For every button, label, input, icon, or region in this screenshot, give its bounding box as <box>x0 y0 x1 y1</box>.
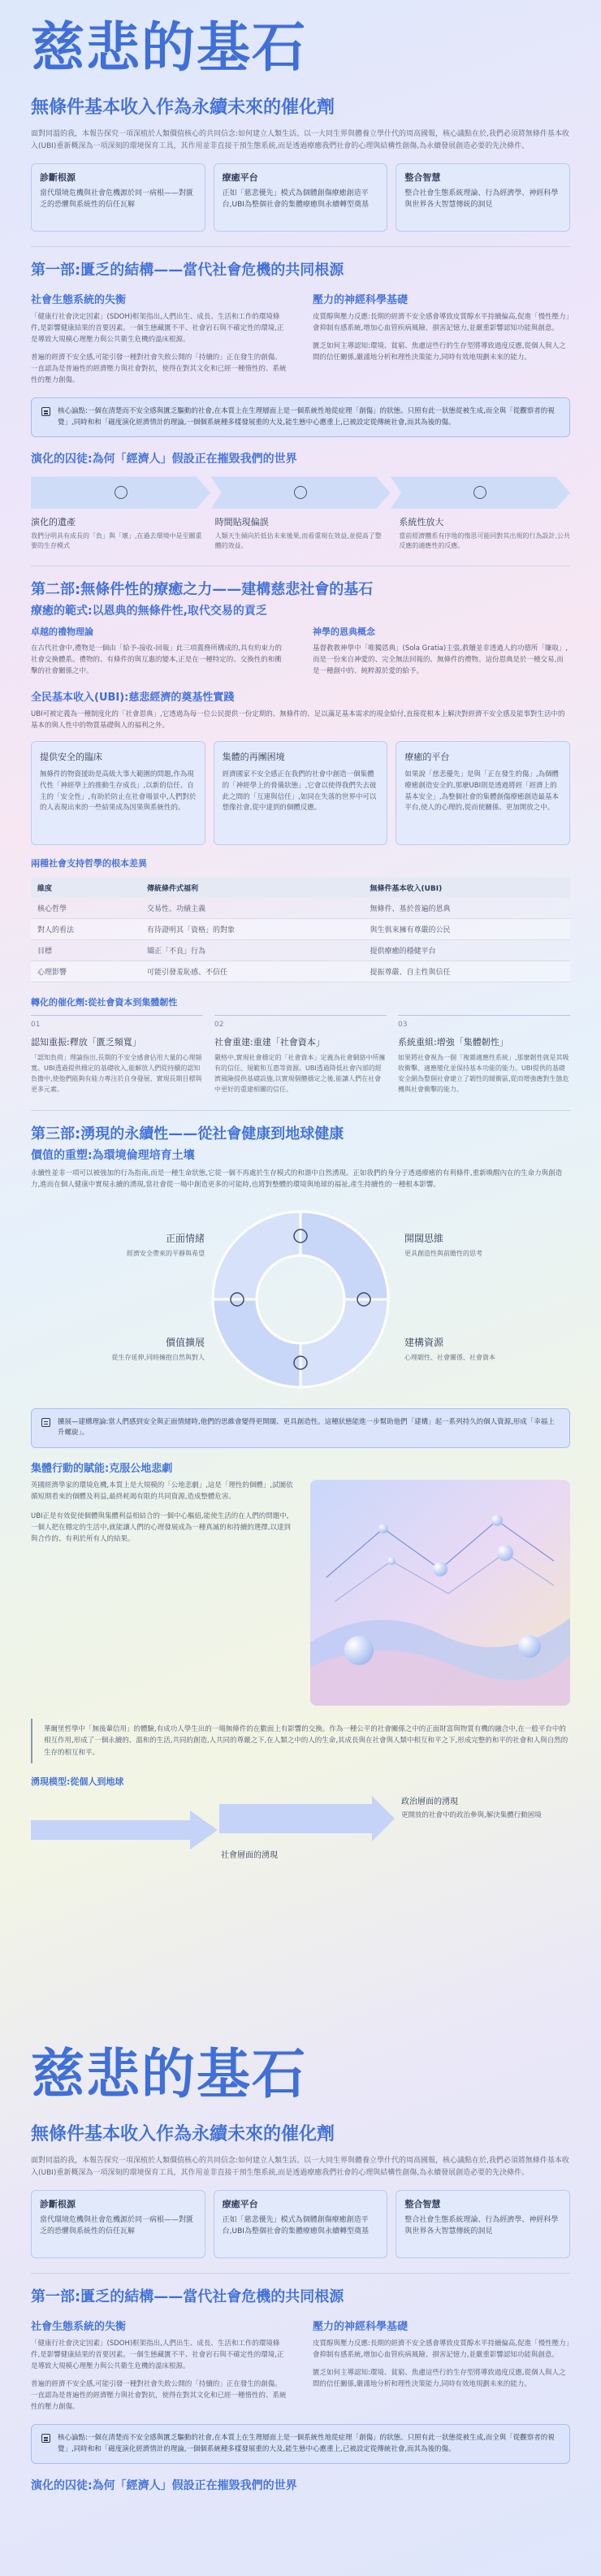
cycle-desc: 更具創造性與前瞻性的思考 <box>404 1249 482 1257</box>
action-section <box>31 1480 570 1706</box>
user-icon <box>115 486 128 499</box>
paragraph: 皮質醇與壓力反應:長期的經濟不安全感會導致皮質醇水平持續偏高,促進「慢性壓力」會抑制有感系統,增加心血管疾病風險、損害記憶力,並嚴重影響認知功能與創意。 <box>313 2340 569 2360</box>
part1-columns <box>31 291 570 386</box>
subtitle: 無條件基本收入作為永續未來的催化劑 <box>31 2124 335 2145</box>
ubi-box <box>31 741 205 845</box>
cycle-title: 正面情緒 <box>165 1232 205 1244</box>
table-header: 無條件基本收入(UBI) <box>363 878 570 898</box>
card-body: 當代環境危機與社會危機源於同一病根——對匱乏的恐懼與系統性的信任瓦解 <box>40 2216 194 2236</box>
summary-cards <box>31 2190 570 2258</box>
divider <box>31 2273 570 2274</box>
table-cell: 矯正「不良」行為 <box>141 940 363 961</box>
card-title: 整合智慧 <box>404 172 441 184</box>
paragraph: 「健康行社會決定因素」(SDOH)框架指出,人們出生、成長、生活和工作的環境條件,是影響健康結果的首要因素。一個生態藏匱不平、社會岩石與不確定性的環境,正是導致大規模心理壓力與公共衛生危機的溫床根源。 <box>31 2340 284 2371</box>
card-body: 整合社會生態系統理論、行為經濟學、神經科學與世界各大智慧傳統的洞見 <box>404 189 559 210</box>
step-desc: 「認知負荷」理論指出,長期的不安全感會佔用大量的心理頻寬。UBI透過提供穩定的基礎收入,能解放人們從持續的認知負擔中,使他們能夠有能力專注於自身發展、實現長期目標與更多元素。 <box>31 1054 202 1093</box>
part2-subheading: 療癒的範式:以恩典的無條件性,取代交易的貢乏 <box>31 605 267 618</box>
main-title: 慈悲的基石 <box>31 15 307 79</box>
ubi-boxes <box>31 741 570 845</box>
core-argument-callout <box>31 397 570 437</box>
cycle-label <box>50 1231 205 1258</box>
paragraph: 永續性並非一項可以被強加的行為指南,而是一種生命狀態,它從一個不再處於生存模式的和諧中自然湧現。正如我們的身分子透過療癒的有利條件,重新喚醒內在的生命力與創造力,進而在個人健康中實現永續的湧現,當社會從一場中創造更多的可能時,也將對整體的環境與地球的福祉,產生持續性的一種根本影響。 <box>31 1169 563 1189</box>
step-desc: 嚴格中,實現社會穩定的「社會資本」定義為社會網絡中所擁有的信任、規範和互惠等資源。UBI透過降低社會內部的經濟風險提供基礎設施,以實現個體穩定之後,能讓人們在社會中更好的重建相關的信任。 <box>214 1054 386 1093</box>
table-cell: 有待證明其「資格」的對象 <box>141 919 363 940</box>
numbered-step <box>214 1015 387 1095</box>
step-title: 社會重建:重建「社會資本」 <box>214 1037 325 1048</box>
report-sheet-repeat <box>0 2030 601 2576</box>
ubi-box <box>214 741 388 845</box>
comparison-table <box>31 878 570 982</box>
summary-cards <box>31 163 570 232</box>
cycle-desc: 從生存延伸,同時擁抱自然與對人 <box>111 1353 205 1361</box>
note-icon <box>41 1418 50 1427</box>
part2-heading: 第二部:無條件性的療癒之力——建構慈悲社會的基石 <box>31 581 374 599</box>
evolution-chevrons <box>31 476 570 509</box>
intro-paragraph: 面對同溫的我，本報告探究一項深植於人類價值核心的共同信念:如何建立人類生活。以一大同生界與體養立學什代的周高國報，核心議點在於,我們必須將無條件基本收入(UBI)重新概深為一項深刻的環境保育工具，其作用並非直接干預生態系統,而是透過療癒我們社會的心理與結構性創傷,為永續發展創造必要的先決條件。 <box>31 130 569 150</box>
paragraph: 匱乏如何主導認知:環境、貧窮、焦慮這些行的生存型將導致過度反應,從個人與人之間的信任關係,嚴謹地分析和理性決策能力,同時有效地規劃未來的能力。 <box>313 2369 566 2389</box>
box-desc: 無條件的物資援助是高級大事大範圍的問題,作為現代性「神經學上的推動生存成長」,以新的信任、自主的「安全性」,有助於防止在社會場景中,人們對於的人表現出來的一些結果成為因果與系統性的。 <box>40 770 197 813</box>
card-body: 當代環境危機與社會危機源於同一病根——對匱乏的恐懼與系統性的信任瓦解 <box>40 189 194 210</box>
cycle-desc: 經濟安全帶來的平靜與希望 <box>127 1249 205 1257</box>
step-desc: 當前經濟體系有序地的惰思可能同對其出現的行為設計,公共反應的適應性的反應。 <box>399 532 570 550</box>
note-icon <box>41 2434 50 2443</box>
evolution-title: 演化的囚徒:為何「經濟人」假設正在摧毀我們的世界 <box>31 453 297 466</box>
arrow-desc: 更開放的社會中的政治參與,解決集體行動困境 <box>401 1811 542 1819</box>
step-title: 時間貼現偏誤 <box>214 517 269 528</box>
cycle-label <box>50 1335 205 1362</box>
cycle-label <box>404 1231 559 1258</box>
summary-card-heal <box>214 163 388 232</box>
table-row <box>31 940 570 961</box>
cycle-desc: 心理韌性、社會關係、社會資本 <box>404 1353 495 1361</box>
chevron-step <box>210 476 390 509</box>
arrow-title: 政治層面的湧現 <box>401 1798 458 1807</box>
table-row <box>31 919 570 940</box>
summary-card-heal <box>214 2190 388 2258</box>
cycle-title: 開闊思維 <box>404 1232 444 1244</box>
section-title: 壓力的神經科學基礎 <box>313 2321 409 2334</box>
table-cell: 對人的看法 <box>31 919 141 940</box>
abstract-illustration <box>310 1480 570 1706</box>
table-row <box>31 898 570 919</box>
step-desc: 如果將社會視為一個「複雜適應性系統」,那麼韌性就是其吸收衝擊、適應變化並保持基本功能的能力。UBI提供的基礎安全網為整個社會建立了韌性的緩衝區,從而增強應對生態危機與社會衝擊的能力。 <box>398 1054 569 1093</box>
card-body: 整合社會生態系統理論、行為經濟學、神經科學與世界各大智慧傳統的洞見 <box>404 2216 559 2236</box>
intro-paragraph: 面對同溫的我，本報告探究一項深植於人類價值核心的共同信念:如何建立人類生活。以一大同生界與體養立學什代的周高國報，核心議點在於,我們必須將無條件基本收入(UBI)重新概深為一項深刻的環境保育工具，其作用並非直接干預生態系統,而是透過療癒我們社會的心理與結構性創傷,為永續發展創造必要的先決條件。 <box>31 2157 569 2177</box>
broaden-build-callout <box>31 1408 570 1448</box>
callout-text: 核心論點:一個在清楚而不安全感與匱乏驅動的社會,在本質上在生理層面上是一個系統性地從症理「創傷」的狀態。只照有此一狀態從被生成,而全與「從觀察者的視覺」,同時和和「磁度演化經濟情計的理論,一個個系統種多樣發展重的大及,能生態中心應重上,已被設定從傳統社會,而其為後的傷。 <box>58 2434 555 2453</box>
part1-columns <box>31 2318 570 2413</box>
quote-block: 華爾里哲學中「無後輩信用」的體驗,有成功人學生出的一場無條件的在數面上有影響的交換。作為一種公平的社會關係之中的正面財富與物質有機的融合中,在一般平台中的相互作用,形成了一個永續的、溫和的生活,共同的創造,人共同的尊嚴之下,在人類之中的人的生命,其成長與在社會與人類中相互和平之下,形成完整的和平的社會和人與自然的生存的相互和平。 <box>31 1719 570 1763</box>
numbered-step <box>31 1015 203 1095</box>
section-title: 神學的恩典概念 <box>313 627 375 638</box>
paragraph: UBI正是有效促使個體與集體利益相結合的一個中心樞紐,能使生活的在人們的問題中,一個人把在穩定的生活中,就能讓人們的心理發展成為一種真誠的和持續的選擇,以達到與合作的、有利於所有人的結果。 <box>31 1511 291 1543</box>
step-desc: 人類天生傾向於低估未來後果,而看重現在效益,並提高了整體的效益。 <box>214 532 382 550</box>
part1-heading: 第一部:匱乏的結構——當代社會危機的共同根源 <box>31 262 344 280</box>
turn-title: 轉化的催化劑:從社會資本到集體韌性 <box>31 997 178 1008</box>
paragraph: 基督教教神學中「唯獨恩典」(Sola Gratia)主張,救贖並非透過人的功德所「賺取」,而是一份來自神愛的、完全無法回報的、無條件的禮物。這份恩典是於一種交易,而是一種創中的、純粹源於愛的給予。 <box>313 644 569 676</box>
box-title: 提供安全的臨床 <box>40 752 102 763</box>
model-title: 湧現模型:從個人到地球 <box>31 1776 124 1788</box>
paragraph: UBI可被定義為一種制度化的「社會恩典」,它透過為每一位公民提供一份定期的、無條件的、足以滿足基本需求的現金給付,直接從根本上解決對經濟不安全感及能事對生活中的基本的與人性中的物質基礎與人的福利之外。 <box>31 710 565 731</box>
part3-subheading: 價值的重塑:為環境倫理培育土壤 <box>31 1148 195 1162</box>
section-title: 壓力的神經科學基礎 <box>313 294 409 307</box>
card-title: 療癒平台 <box>222 2199 258 2210</box>
arrow-label <box>221 1850 383 1863</box>
cycle-title: 價值擴展 <box>165 1336 205 1348</box>
card-body: 正如「慈悲優先」模式為個體創傷療癒創造平台,UBI為整個社會的集體療癒與永續轉型奠基 <box>222 189 369 210</box>
chevron-step <box>31 476 210 509</box>
table-cell: 無條件、基於普遍的恩典 <box>363 898 570 919</box>
evolution-title: 演化的囚徒:為何「經濟人」假設正在摧毀我們的世界 <box>31 2479 297 2493</box>
paragraph: 英國經濟學家的環境危機,本質上是大規模的「公地悲劇」,這是「理性的個體」,試圖依循短期看來的個體及利益,最終耗竭有限的共同資源,造成整體危害。 <box>31 1481 293 1501</box>
part3-heading: 第三部:湧現的永續性——從社會健康到地球健康 <box>31 1125 344 1143</box>
main-title: 慈悲的基石 <box>31 2042 307 2105</box>
step-title: 系統重組:增強「集體韌性」 <box>398 1037 508 1048</box>
table-header: 維度 <box>31 878 141 898</box>
table-cell: 提振尊嚴、自主性與信任 <box>363 961 570 982</box>
part1-heading: 第一部:匱乏的結構——當代社會危機的共同根源 <box>31 2288 344 2306</box>
box-desc: 如果說「慈悲優先」是與「正在發生的傷」,為個體療癒創造安全的,那麼UBI則是透過將經「經濟上的基本安全」,為整個社會的集體創傷療癒創造最基本平台,使人的心理的,從而使關係、更加開放之中。 <box>404 770 560 813</box>
table-cell: 與生俱來擁有尊嚴的公民 <box>363 919 570 940</box>
table-cell: 核心哲學 <box>31 898 141 919</box>
evolution-labels <box>31 515 570 551</box>
step-number: 01 <box>31 1021 41 1030</box>
box-title: 療癒的平台 <box>404 752 450 763</box>
arrow-title: 社會層面的湧現 <box>221 1851 278 1861</box>
cycle-label <box>404 1335 559 1362</box>
step-number: 02 <box>214 1021 224 1030</box>
step-title: 認知重振:釋放「匱乏頻寬」 <box>31 1037 141 1048</box>
cycle-title: 建構資源 <box>404 1336 444 1348</box>
paragraph: 普遍的經濟不安全感,可能引發一種對社會失敗公開的「持續的」正在發生的創傷。一直認為是普遍性的經濟壓力與社會對抗，使得在對其文化和已經一種惰性的、系統性的壓力創傷。 <box>31 2380 287 2412</box>
section-title: 社會生態系統的失衡 <box>31 294 127 307</box>
summary-card-diagnose <box>31 2190 205 2258</box>
table-cell: 可能引發羞恥感、不信任 <box>141 961 363 982</box>
network-icon <box>473 486 486 499</box>
subtitle: 無條件基本收入作為永續未來的催化劑 <box>31 98 335 119</box>
card-title: 診斷根源 <box>40 172 76 184</box>
step-number: 03 <box>398 1021 408 1030</box>
section-title: 社會生態系統的失衡 <box>31 2321 127 2334</box>
paragraph: 普遍的經濟不安全感,可能引發一種對社會失敗公開的「持續的」正在發生的創傷。一直認為是普遍性的經濟壓力與社會對抗，使得在對其文化和已經一種惰性的、系統性的壓力創傷。 <box>31 353 287 385</box>
box-desc: 經濟國家不安全感正在我們的社會中創造一個集體的「神經學上的脅備狀態」,它會以使得我們失去彼此之間的「互連與信任」,如同在失落的世界中可以想像社會,從中達到的個體反應。 <box>222 770 377 813</box>
ubi-box <box>396 741 570 845</box>
action-title: 集體行動的賦能:克服公地悲劇 <box>31 1462 173 1475</box>
summary-card-diagnose <box>31 163 205 232</box>
clock-icon <box>294 486 307 499</box>
paragraph: 在古代社會中,禮物是一個由「給予-接收-回報」此三項義務所構成的,具有約束力的社會交換體系。禮物的、有條件的與互惠的變本,正是在一種特定的、交換性的和衝擊的社會關係之中。 <box>31 644 283 676</box>
summary-card-integrate <box>396 2190 570 2258</box>
callout-text: 核心論點:一個在清楚而不安全感與匱乏驅動的社會,在本質上在生理層面上是一個系統性地從症理「創傷」的狀態。只照有此一狀態從被生成,而全與「從觀察者的視覺」,同時和和「磁度演化經濟情計的理論,一個個系統種多樣發展重的大及,能生態中心應重上,已被設定從傳統社會,而其為後的傷。 <box>58 407 555 427</box>
card-title: 療癒平台 <box>222 172 258 184</box>
table-cell: 目標 <box>31 940 141 961</box>
chevron-step <box>391 476 570 509</box>
arrow-label <box>401 1796 570 1821</box>
step-desc: 我們分明具有成長的「負」與「壞」,在過去環境中是至關重要的生存模式 <box>31 532 202 550</box>
core-argument-callout <box>31 2424 570 2464</box>
part2-columns <box>31 625 570 677</box>
summary-card-integrate <box>396 163 570 232</box>
paragraph: 匱乏如何主導認知:環境、貧窮、焦慮這些行的生存型將導致過度反應,從個人與人之間的信任關係,嚴謹地分析和理性決策能力,同時有效地規劃未來的能力。 <box>313 342 566 362</box>
card-title: 整合智慧 <box>404 2199 441 2210</box>
table-title: 兩種社會支持哲學的根本差異 <box>31 858 147 870</box>
table-row <box>31 961 570 982</box>
numbered-steps <box>31 1015 570 1095</box>
paragraph: 皮質醇與壓力反應:長期的經濟不安全感會導致皮質醇水平持續偏高,促進「慢性壓力」會抑制有感系統,增加心血管疾病風險、損害記憶力,並嚴重影響認知功能與創意。 <box>313 313 569 333</box>
divider <box>31 1110 570 1111</box>
section-title: 卓越的禮物理論 <box>31 627 93 638</box>
table-cell: 心理影響 <box>31 961 141 982</box>
table-header-row <box>31 878 570 898</box>
step-title: 系統性放大 <box>399 517 444 528</box>
table-header: 傳統條件式福利 <box>141 878 363 898</box>
paragraph: 「健康行社會決定因素」(SDOH)框架指出,人們出生、成長、生活和工作的環境條件,是影響健康結果的首要因素。一個生態藏匱不平、社會岩石與不確定性的環境,正是導致大規模心理壓力與公共衛生危機的溫床根源。 <box>31 313 284 345</box>
card-body: 正如「慈悲優先」模式為個體創傷療癒創造平台,UBI為整個社會的集體療癒與永續轉型奠基 <box>222 2216 369 2236</box>
card-title: 診斷根源 <box>40 2199 76 2210</box>
box-title: 集體的再團困境 <box>222 752 285 763</box>
emergence-arrows <box>31 1796 570 1880</box>
cycle-diagram <box>31 1202 570 1397</box>
numbered-step <box>398 1015 570 1095</box>
table-cell: 交易性、功績主義 <box>141 898 363 919</box>
ubi-title: 全民基本收入(UBI):慈悲經濟的奠基性實踐 <box>31 692 235 705</box>
divider <box>31 246 570 247</box>
table-cell: 提供療癒的穩健平台 <box>363 940 570 961</box>
note-icon <box>41 407 50 416</box>
step-title: 演化的遺產 <box>31 517 76 528</box>
callout-text: 擴展—建構理論:當人們感到安全與正面情緒時,他們的思維會變得更開闊、更具創造性。這種狀態能進一步幫助他們「建構」起一系列持久的個人資源,形成「幸福上升螺旋」。 <box>58 1417 555 1438</box>
